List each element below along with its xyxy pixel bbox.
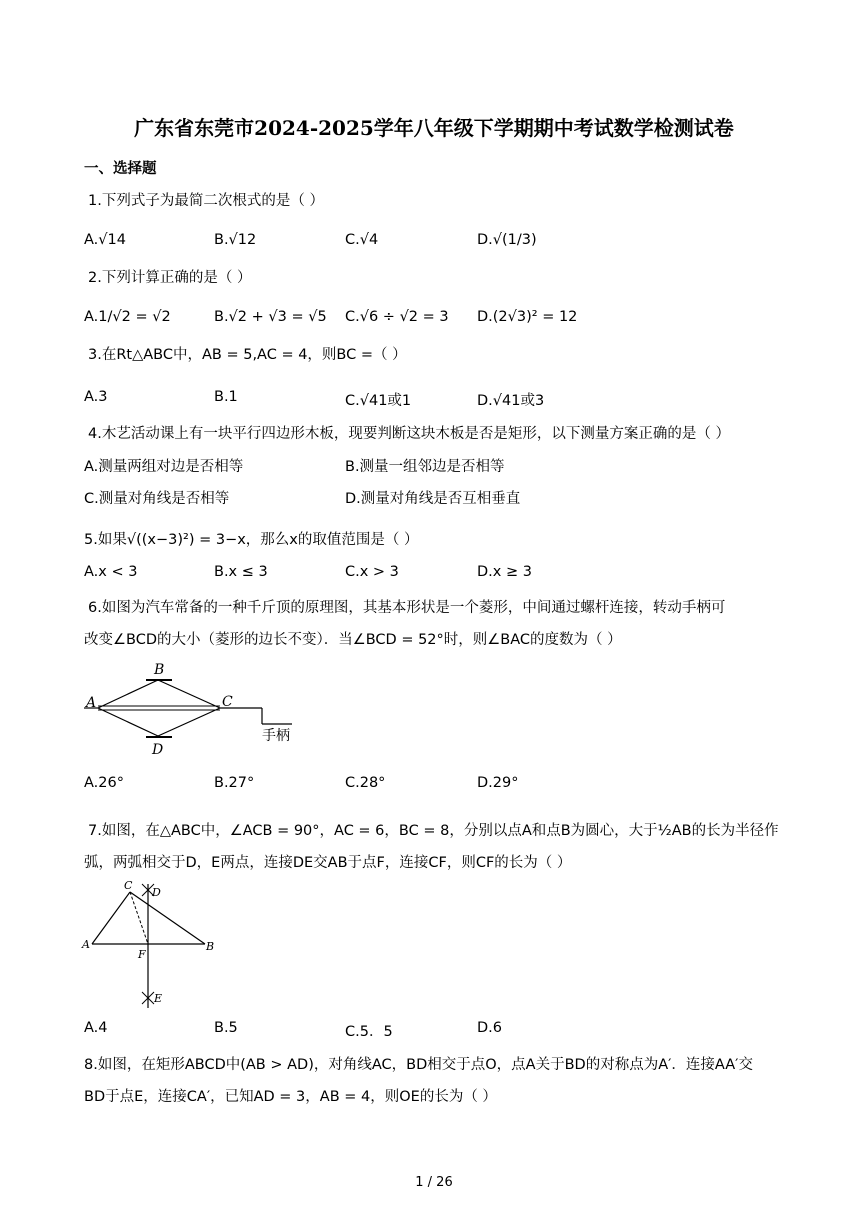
jack-rhombus-diagram (80, 660, 310, 760)
question-7-option-d: D.6 (477, 1020, 502, 1036)
question-6-option-b: B.27° (214, 775, 255, 791)
label-b: B (206, 940, 215, 953)
page-title: 广东省东莞市2024-2025学年八年级下学期期中考试数学检测试卷 (134, 116, 734, 140)
question-6-option-d: D.29° (477, 775, 519, 791)
question-3-option-d: D.√41或3 (477, 393, 545, 409)
question-6-option-a: A.26° (84, 775, 124, 791)
question-3-option-c: C.√41或1 (345, 393, 412, 409)
question-6-option-c: C.28° (345, 775, 386, 791)
triangle-construction-diagram (80, 876, 220, 1016)
question-5-option-c: C.x > 3 (345, 564, 399, 580)
question-7-stem-line1: 7.如图，在△ABC中，∠ACB = 90°，AC = 6，BC = 8，分别以点A和点B为圆心，大于½AB的长为半径作 (88, 823, 779, 839)
label-a: A (82, 938, 90, 951)
label-d: D (152, 742, 164, 758)
question-1-option-b: B.√12 (214, 232, 257, 248)
question-5-option-d: D.x ≥ 3 (477, 564, 532, 580)
label-d: D (152, 886, 161, 899)
question-7-option-b: B.5 (214, 1020, 238, 1036)
question-7-stem-line2: 弧，两弧相交于D，E两点，连接DE交AB于点F，连接CF，则CF的长为（ ） (84, 855, 572, 871)
question-1-option-a: A.√14 (84, 232, 126, 248)
question-2-option-c: C.√6 ÷ √2 = 3 (345, 309, 449, 325)
section-heading: 一、选择题 (84, 161, 157, 177)
question-6-stem-line1: 6.如图为汽车常备的一种千斤顶的原理图，其基本形状是一个菱形，中间通过螺杆连接，转动手柄可 (88, 600, 726, 616)
question-5-option-a: A.x < 3 (84, 564, 138, 580)
question-3-option-b: B.1 (214, 389, 238, 405)
question-2-option-d: D.(2√3)² = 12 (477, 309, 578, 325)
question-2-option-b: B.√2 + √3 = √5 (214, 309, 327, 325)
page-number: 1 / 26 (415, 1175, 453, 1190)
question-1-option-c: C.√4 (345, 232, 379, 248)
label-a: A (86, 695, 97, 711)
question-8-stem-line2: BD于点E，连接CA′，已知AD = 3，AB = 4，则OE的长为（ ） (84, 1089, 497, 1105)
question-4-option-b: B.测量一组邻边是否相等 (345, 459, 505, 475)
label-c: C (124, 879, 133, 892)
question-1-option-d: D.√(1/3) (477, 232, 537, 248)
question-1-stem: 1.下列式子为最简二次根式的是（ ） (88, 193, 324, 209)
label-handle: 手柄 (262, 728, 290, 744)
question-2-option-a: A.1/√2 = √2 (84, 309, 171, 325)
question-7-option-c: C.5．5 (345, 1024, 393, 1040)
label-c: C (222, 694, 233, 710)
question-4-option-c: C.测量对角线是否相等 (84, 491, 230, 507)
question-4-option-d: D.测量对角线是否互相垂直 (345, 491, 521, 507)
label-e: E (154, 992, 163, 1005)
question-6-stem-line2: 改变∠BCD的大小（菱形的边长不变）．当∠BCD = 52°时，则∠BAC的度数为（ ） (84, 632, 622, 648)
question-8-stem-line1: 8.如图，在矩形ABCD中(AB > AD)，对角线AC，BD相交于点O，点A关于BD的对称点为A′．连接AA′交 (84, 1057, 753, 1073)
question-7-option-a: A.4 (84, 1020, 108, 1036)
question-4-stem: 4.木艺活动课上有一块平行四边形木板，现要判断这块木板是否是矩形，以下测量方案正确的是（ ） (88, 426, 730, 442)
question-2-stem: 2.下列计算正确的是（ ） (88, 270, 252, 286)
label-b: B (154, 662, 165, 678)
question-4-option-a: A.测量两组对边是否相等 (84, 459, 244, 475)
question-3-stem: 3.在Rt△ABC中，AB = 5,AC = 4，则BC =（ ） (88, 347, 407, 363)
question-3-option-a: A.3 (84, 389, 108, 405)
question-5-option-b: B.x ≤ 3 (214, 564, 268, 580)
question-5-stem: 5.如果√((x−3)²) = 3−x，那么x的取值范围是（ ） (84, 532, 419, 548)
label-f: F (138, 948, 146, 961)
